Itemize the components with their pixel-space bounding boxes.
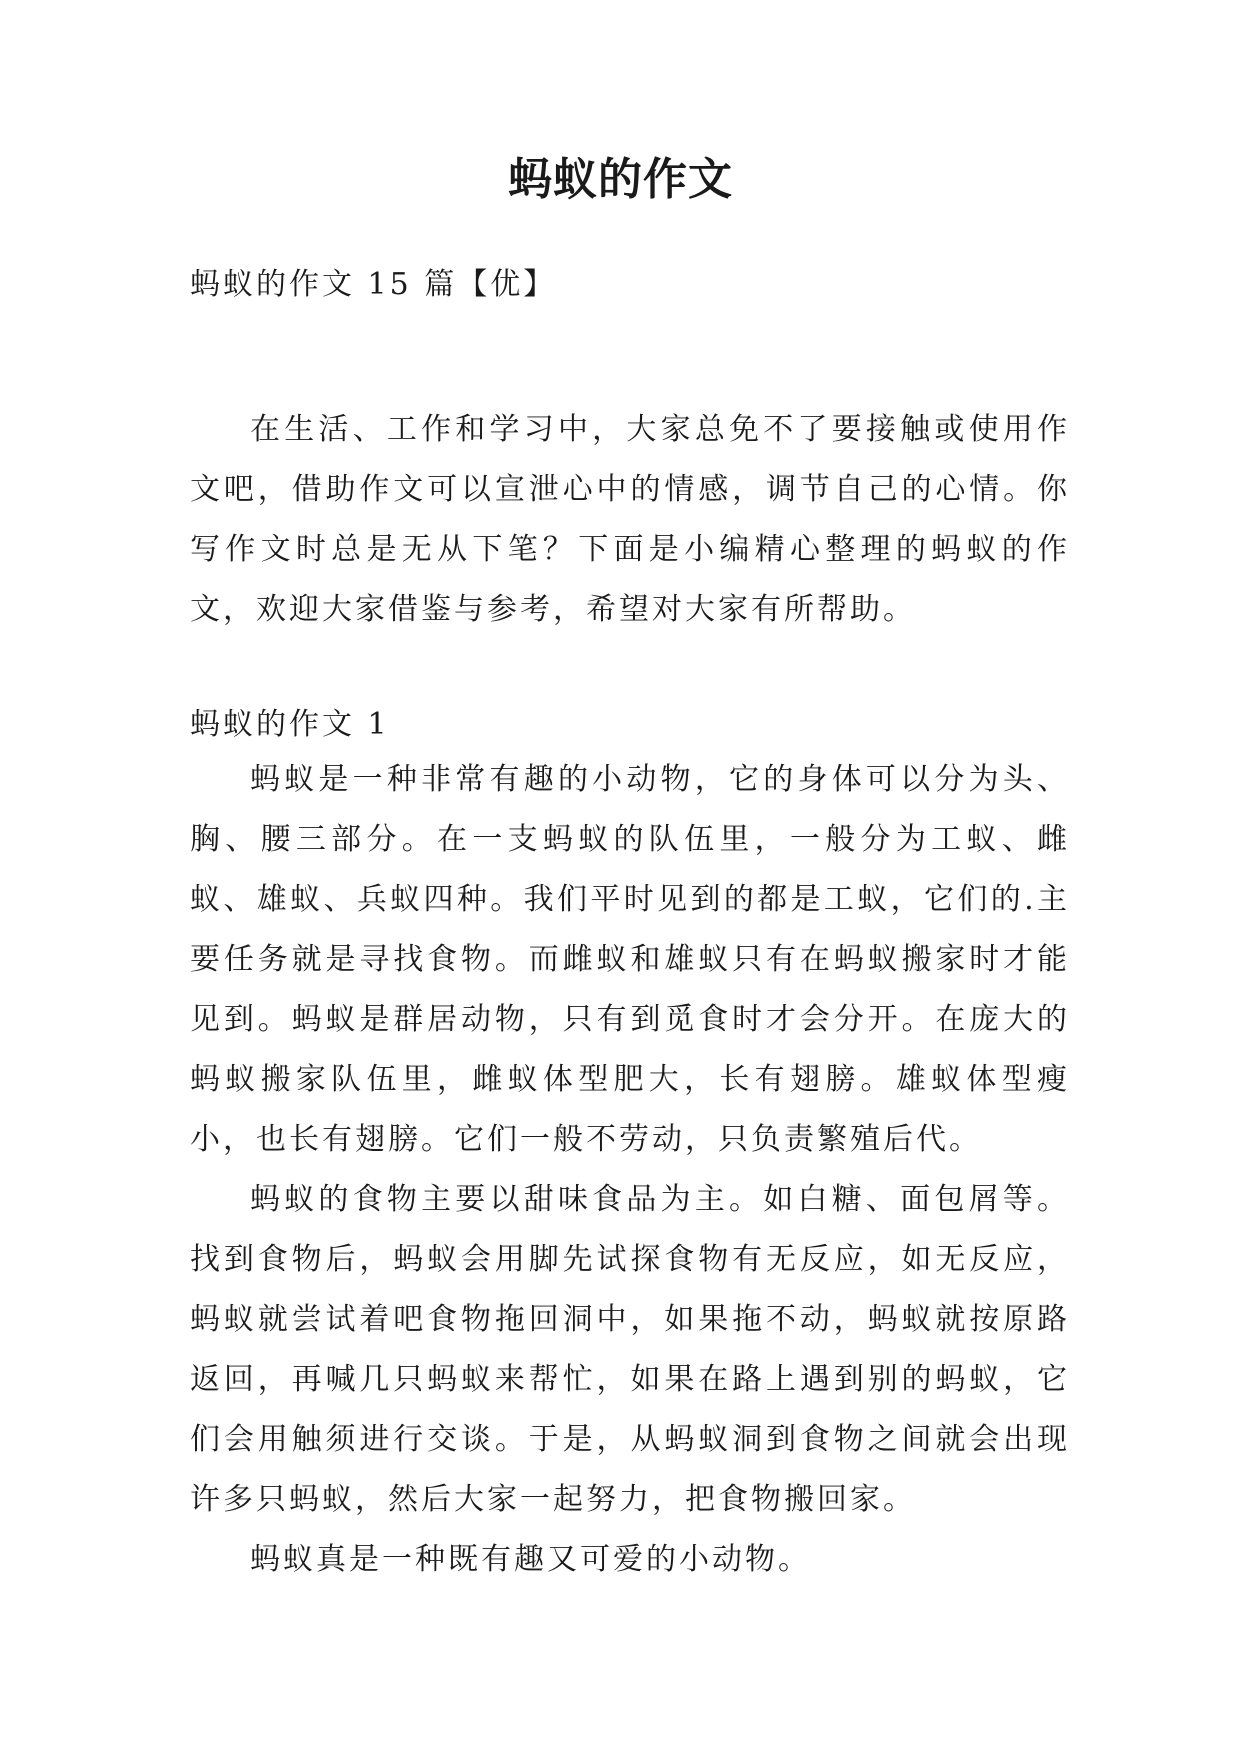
essay-1-paragraph-2: 蚂蚁的食物主要以甜味食品为主。如白糖、面包屑等。找到食物后，蚂蚁会用脚先试探食物有无反应，如无反应，蚂蚁就尝试着吧食物拖回洞中，如果拖不动，蚂蚁就按原路返回，再喊几只蚂蚁来帮忙，如果在路上遇到别的蚂蚁，它们会用触须进行交谈。于是，从蚂蚁洞到食物之间就会出现许多只蚂蚁，然后大家一起努力，把食物搬回家。: [190, 1182, 1070, 1517]
essay-1-body: [190, 750, 1070, 1590]
essay-1-paragraph-1: 蚂蚁是一种非常有趣的小动物，它的身体可以分为头、胸、腰三部分。在一支蚂蚁的队伍里，一般分为工蚁、雌蚁、雄蚁、兵蚁四种。我们平时见到的都是工蚁，它们的.主要任务就是寻找食物。而雌蚁和雄蚁只有在蚂蚁搬家时才能见到。蚂蚁是群居动物，只有到觅食时才会分开。在庞大的蚂蚁搬家队伍里，雌蚁体型肥大，长有翅膀。雄蚁体型瘦小，也长有翅膀。它们一般不劳动，只负责繁殖后代。: [190, 762, 1070, 1157]
intro-paragraph: 在生活、工作和学习中，大家总免不了要接触或使用作文吧，借助作文可以宣泄心中的情感，调节自己的心情。你写作文时总是无从下笔？下面是小编精心整理的蚂蚁的作文，欢迎大家借鉴与参考，希望对大家有所帮助。: [190, 412, 1070, 627]
subtitle-text: 蚂蚁的作文 15 篇【优】: [190, 267, 557, 302]
essay-1-paragraph-3: 蚂蚁真是一种既有趣又可爱的小动物。: [250, 1542, 811, 1577]
document-subtitle: [190, 255, 1070, 315]
intro-section: [190, 400, 1070, 640]
essay-1-heading-block: [190, 695, 1070, 755]
essay-1-heading: 蚂蚁的作文 1: [190, 707, 390, 742]
document-title: 蚂蚁的作文: [508, 154, 733, 205]
